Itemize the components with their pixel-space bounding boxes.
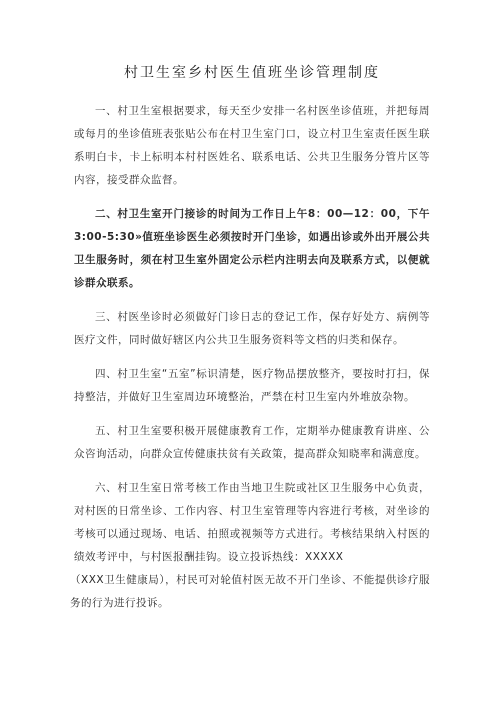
paragraph-7: （XXX卫生健康局），村民可对轮值村医无故不开门坐诊、不能提供诊疗服务的行为进行投诉。 <box>70 574 430 609</box>
paragraph-4: 四、村卫生室“五室”标识清楚，医疗物品摆放整齐，要按时打扫，保持整洁，并做好卫生室周边环境整治，严禁在村卫生室内外堆放杂物。 <box>74 368 430 403</box>
paragraph-2: 二、村卫生室开门接诊的时间为工作日上午8：00—12：00，下午3:00-5:30»值班坐诊医生必须按时开门坐诊，如遇出诊或外出开展公共卫生服务时，须在村卫生室外固定公示栏内注明去向及联系方式，以便就诊群众联系。 <box>74 208 430 289</box>
document-body <box>70 100 430 615</box>
paragraph-1: 一、村卫生室根据要求，每天至少安排一名村医坐诊值班，并把每周或每月的坐诊值班表张贴公布在村卫生室门口，设立村卫生室责任医生联系明白卡，卡上标明本村村医姓名、联系电话、公共卫生服务分管片区等内容，接受群众监督。 <box>74 105 430 186</box>
paragraph-3: 三、村医坐诊时必须做好门诊日志的登记工作，保存好处方、病例等医疗文件，同时做好辖区内公共卫生服务资料等文档的归类和保存。 <box>74 311 430 346</box>
paragraph-5: 五、村卫生室要积极开展健康教育工作，定期举办健康教育讲座、公众咨询活动，向群众宣传健康扶贫有关政策，提高群众知晓率和满意度。 <box>74 425 430 460</box>
document-title: 村卫生室乡村医生值班坐诊管理制度 <box>124 65 380 81</box>
paragraph-6: 六、村卫生室日常考核工作由当地卫生院或社区卫生服务中心负责，对村医的日常坐诊、工作内容、村卫生室管理等内容进行考核，对坐诊的考核可以通过现场、电话、拍照或视频等方式进行。考核结果纳入村医的绩效考评中，与村医报酬挂钩。设立投诉热线：XXXXX <box>74 482 430 563</box>
